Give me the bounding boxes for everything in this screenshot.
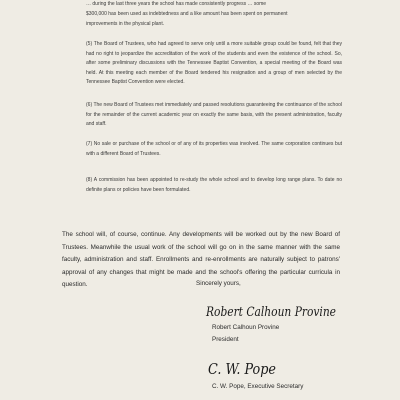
top-line-1: … during the last three years the school has made consistently progress … some <box>86 1 267 7</box>
item-8-paragraph: (8) A commission has been appointed to re-study the whole school and to develop long range plans. To date no definite plans or policies have been formulated. <box>86 177 342 193</box>
signer-1-name: Robert Calhoun Provine <box>212 324 280 331</box>
signature-pope <box>208 354 280 382</box>
top-line-2: $300,000 has been used as indebtedness and a like amount has been spent on permanent <box>86 11 288 17</box>
svg-text:C. W. Pope: C. W. Pope <box>208 360 277 378</box>
item-7-paragraph: (7) No sale or purchase of the school or of any of its properties was involved. The same corporation continues but with a different Board of Trustees. <box>86 141 342 157</box>
signer-1-title: President <box>212 336 239 343</box>
signature-provine <box>206 296 340 326</box>
top-line-3: improvements in the physical plant. <box>86 21 165 27</box>
signer-2-title: C. W. Pope, Executive Secretary <box>212 383 304 390</box>
closing-paragraph: The school will, of course, continue. Any developments will be worked out by the new Board of Trustees. Meanwhile the usual work of the school will go on in the same manner with the same faculty, administration and staff. Enrollments and re-enrollments are naturally subject to patrons' approval of any changes that might be made and the school's offering the particular curricula in question. <box>62 231 340 289</box>
item-6-paragraph: (6) The new Board of Trustees met immediately and passed resolutions guaranteeing the continuance of the school for the remainder of the current academic year on exactly the same basis, with the present administration, faculty and staff. <box>86 102 342 128</box>
svg-text:Robert Calhoun Provine: Robert Calhoun Provine <box>205 305 337 320</box>
closing-salutation: Sincerely yours, <box>196 280 241 287</box>
item-5-paragraph: (5) The Board of Trustees, who had agreed to serve only until a more suitable group could be found, felt that they had no right to jeopardize the accreditation of the work of the students and even the existence of the school. So, after some preliminary discussions with the Tennessee Baptist Convention, a special meeting of the Board was held. At this meeting each member of the Board tendered his resignation and a group of men selected by the Tennessee Baptist Convention were elected. <box>86 41 342 86</box>
